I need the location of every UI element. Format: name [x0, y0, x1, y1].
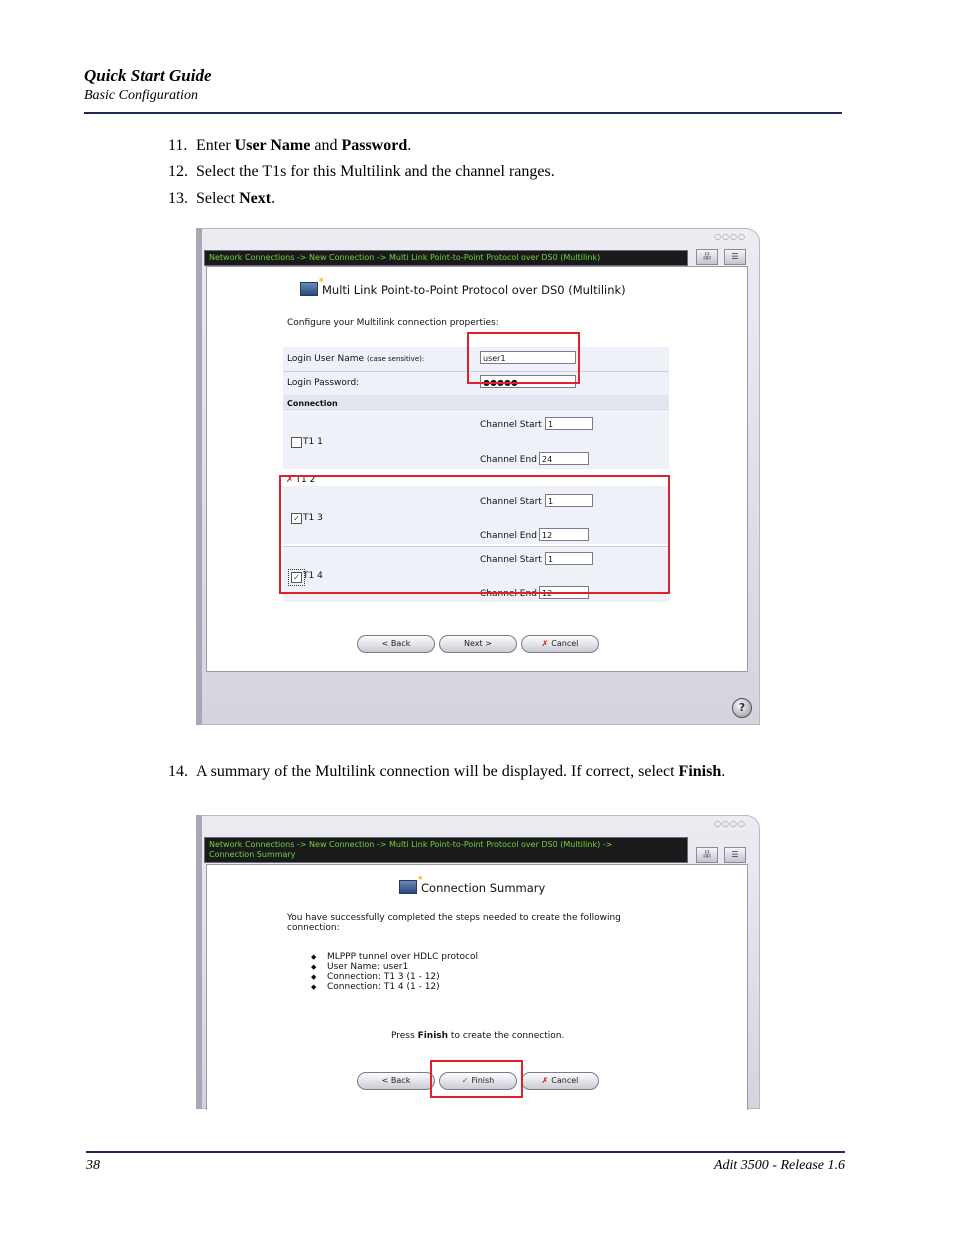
breadcrumb-line-2: Connection Summary — [209, 850, 296, 859]
network-connection-icon — [300, 282, 318, 296]
window-grip: ○○○○ — [714, 232, 746, 241]
t1-3-channel-end-input[interactable]: 12 — [539, 528, 589, 541]
window-left-strip — [196, 228, 202, 725]
window-left-strip — [196, 815, 202, 1109]
t1-3-channel-start-label: Channel Start — [480, 497, 542, 507]
t1-4-label: T1 4 — [303, 571, 323, 581]
t1-3-checkbox[interactable]: ✓ — [291, 513, 302, 524]
t1-4-channel-start-input[interactable]: 1 — [545, 552, 593, 565]
finish-highlight — [430, 1060, 523, 1098]
cancel-button[interactable]: ✗ Cancel — [521, 635, 599, 653]
finish-instruction: Press Finish to create the connection. — [391, 1031, 565, 1041]
summary-intro — [287, 913, 621, 933]
connection-header-band — [283, 395, 669, 411]
product-release: Adit 3500 - Release 1.6 — [713, 1158, 845, 1173]
footer-rule — [86, 1151, 845, 1153]
section-subtitle: Basic Configuration — [84, 88, 198, 103]
step-11: 11. Enter User Name and Password. — [168, 137, 412, 154]
cancel-icon: ✗ — [541, 1076, 549, 1085]
window-grip: ○○○○ — [714, 819, 746, 828]
t1-2-label: ✗ T1 2 — [286, 475, 316, 485]
help-icon[interactable]: ? — [732, 698, 752, 718]
t1-selection-highlight — [279, 475, 670, 594]
list-item: ◆ MLPPP tunnel over HDLC protocol — [311, 952, 478, 962]
finish-button[interactable]: ✓ Finish — [439, 1072, 517, 1090]
intro-line-1: You have successfully completed the steps needed to create the following — [287, 913, 621, 923]
menu-list-icon[interactable]: ☰ — [724, 847, 746, 863]
t1-1-channel-start-label: Channel Start — [480, 420, 542, 430]
summary-list — [311, 952, 478, 992]
step-13: 13. Select Next. — [168, 190, 276, 207]
config-panel — [206, 266, 748, 672]
t1-4-channel-end-input[interactable]: 12 — [539, 586, 589, 599]
multilink-config-window — [196, 228, 760, 725]
list-item: ◆ Connection: T1 3 (1 - 12) — [311, 972, 478, 982]
intro-line-2: connection: — [287, 923, 340, 933]
network-map-icon[interactable]: 品 — [696, 847, 718, 863]
credentials-highlight — [467, 332, 580, 384]
network-map-icon[interactable]: 品 — [696, 249, 718, 265]
t1-3-label: T1 3 — [303, 513, 323, 523]
back-button[interactable]: < Back — [357, 1072, 435, 1090]
step-12: 12. Select the T1s for this Multilink and the channel ranges. — [168, 163, 555, 180]
connection-summary-window — [196, 815, 760, 1109]
list-item: ◆ Connection: T1 4 (1 - 12) — [311, 982, 478, 992]
password-input[interactable]: ●●●●● — [480, 375, 576, 388]
next-button[interactable]: Next > — [439, 635, 517, 653]
cancel-icon: ✗ — [541, 639, 549, 648]
breadcrumb-line-1: Network Connections -> New Connection -> Multi Link Point-to-Point Protocol over DS0 (Multilink) -> — [209, 840, 613, 849]
summary-panel — [206, 864, 748, 1110]
login-password-label: Login Password: — [287, 378, 360, 388]
t1-1-channel-end-label: Channel End — [480, 455, 537, 465]
unavailable-icon: ✗ — [286, 475, 294, 485]
step-14: 14. A summary of the Multilink connection will be displayed. If correct, select Finish. — [168, 763, 726, 780]
t1-4-checkbox[interactable]: ✓ — [291, 572, 302, 583]
network-connection-icon — [399, 880, 417, 894]
check-icon: ✓ — [461, 1076, 469, 1085]
intro-text: Configure your Multilink connection properties: — [287, 318, 499, 328]
t1-4-channel-start-label: Channel Start — [480, 555, 542, 565]
t1-1-channel-start-input[interactable]: 1 — [545, 417, 593, 430]
guide-title: Quick Start Guide — [84, 66, 212, 85]
t1-3-channel-start-input[interactable]: 1 — [545, 494, 593, 507]
page-number: 38 — [86, 1158, 100, 1173]
t1-1-label: T1 1 — [303, 437, 323, 447]
back-button[interactable]: < Back — [357, 635, 435, 653]
t1-1-channel-end-input[interactable]: 24 — [539, 452, 589, 465]
page-heading: ✶Multi Link Point-to-Point Protocol over DS0 (Multilink) — [300, 282, 626, 297]
login-username-label: Login User Name (case sensitive): — [287, 354, 425, 364]
t1-3-channel-end-label: Channel End — [480, 531, 537, 541]
list-item: ◆ User Name: user1 — [311, 962, 478, 972]
cancel-button[interactable]: ✗ Cancel — [521, 1072, 599, 1090]
header-rule — [84, 112, 842, 114]
t1-1-row — [283, 412, 669, 469]
breadcrumb: Network Connections -> New Connection -> Multi Link Point-to-Point Protocol over DS0 (Multilink) — [204, 250, 688, 266]
username-input[interactable]: user1 — [480, 351, 576, 364]
breadcrumb — [204, 837, 688, 863]
connection-header: Connection — [287, 399, 338, 408]
t1-1-checkbox[interactable] — [291, 437, 302, 448]
menu-list-icon[interactable]: ☰ — [724, 249, 746, 265]
page-heading: ✶Connection Summary — [399, 880, 545, 895]
t1-4-channel-end-label: Channel End — [480, 589, 537, 599]
